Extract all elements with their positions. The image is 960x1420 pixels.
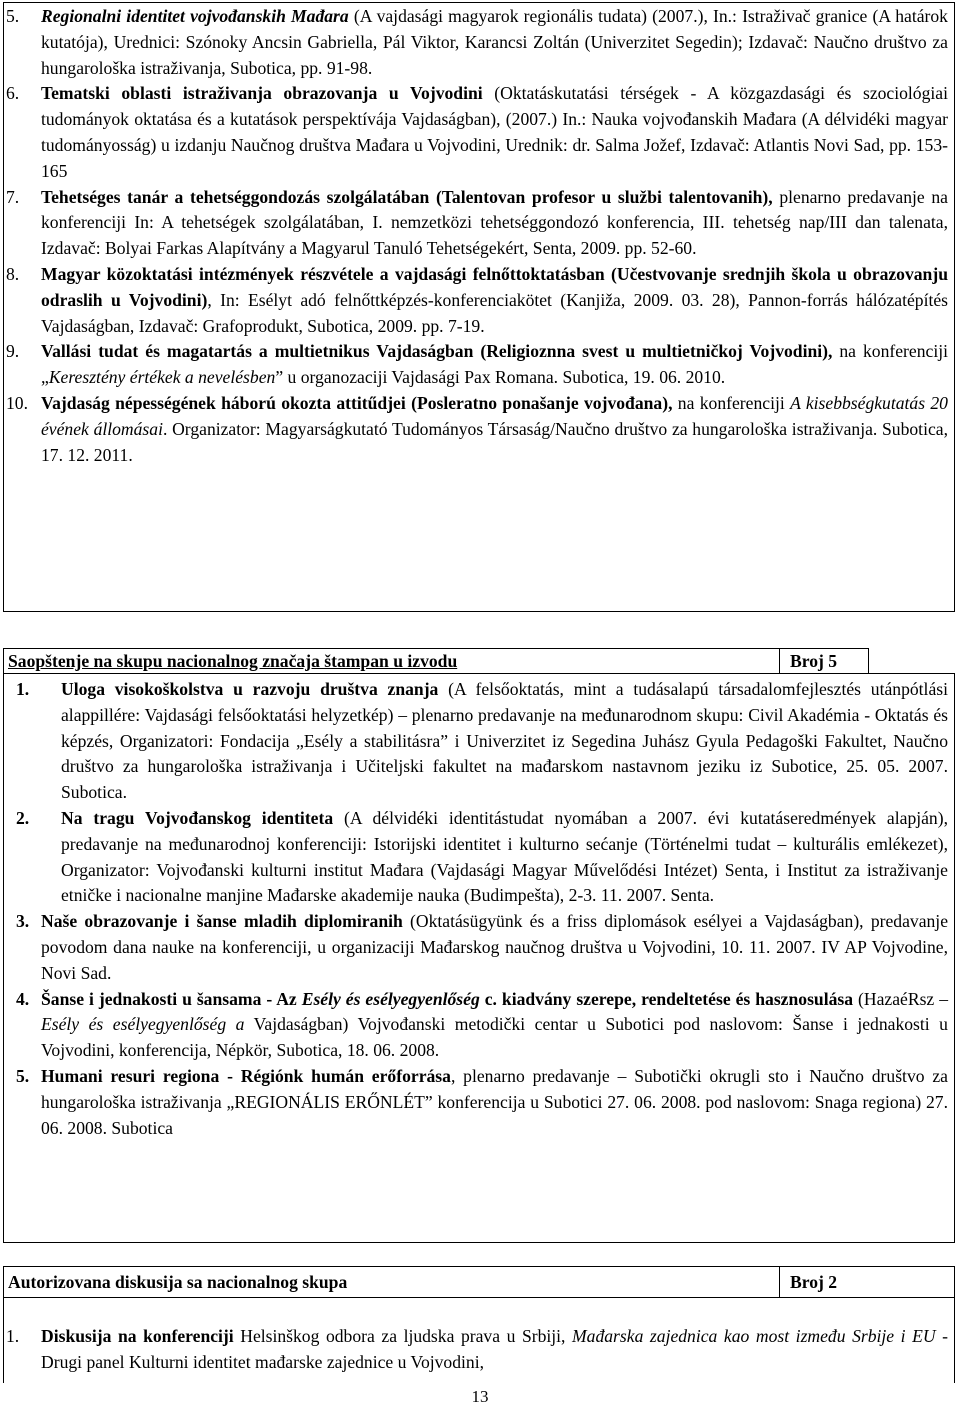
list-item: 6. Tematski oblasti istraživanja obrazovanja u Vojvodini (Oktatáskutatási térségek - A közgazdasági és szociológiai tudományok oktatása és a kutatások perspektívája Vajdaságban), (2007.) In.: Nauka vojvođanskih Mađara (A délvidéki magyar tudományosság) u izdanju Naučnog društva Mađara u Vojvodini, Urednik: dr. Salma Jožef, Izdavač: Atlantis Novi Sad, pp. 153-165 — [6, 83, 948, 181]
entry-title: Diskusija na konferenciji — [41, 1326, 234, 1346]
list-item: 1. Uloga visokoškolstva u razvoju društva znanja (A felsőoktatás, mint a tudásalapú társadalomfejlesztés utánpótlási alappillére: Vajdasági felsőoktatási helyzetkép) – plenarno predavanje na međunarodnom skupu: Civil Akadémia - Oktatás és képzés, Organizatori: Fondacija „Esély a stabilitásra” i Univerzitet iz Segedina Juhász Gyula Pedagoški Fakultet, Naučno društvo za hungarološka istraživanja i Učiteljski fakultet na mađarskom nastavnom jeziku iz Subotice, 25. 05. 2007. Subotica. — [16, 679, 948, 803]
list-item: 7. Tehetséges tanár a tehetséggondozás szolgálatában (Talentovan profesor u službi talentovanih), plenarno predavanje na konferenciji In: A tehetségek szolgálatában, I. nemzetközi tehetséggondozó konferencia, III. tehetség nap/III dan talenata, Izdavač: Bolyai Farkas Alapítvány a Magyarul Tanuló Tehetségekért, Senta, 2009. pp. 52-60. — [6, 186, 948, 259]
list-item: 3. Naše obrazovanje i šanse mladih diplomiranih (Oktatásügyünk és a friss diplomások esélyei a Vajdaságban), predavanje povodom dana nauke na konferenciji, u organizaciji Mađarskog naučnog društva u Vojvodini, 10. 11. 2007. IV AP Vojvodine, Novi Sad. — [16, 911, 949, 983]
top-bibliography-box — [3, 2, 955, 612]
entry-title: Na tragu Vojvođanskog identiteta — [61, 807, 334, 828]
entry-title: Vallási tudat és magatartás a multietnikus Vajdaságban (Religioznna svest u multietničkoj Vojvodini), — [41, 341, 833, 362]
list-item: 5. Regionalni identitet vojvođanskih Mađara (A vajdasági magyarok regionális tudata) (2007.), In.: Istraživač granice (A határok kutatója), Urednici: Szónoky Ancsin Gabriella, Pál Viktor, Karancsi Zoltán (Univerzitet Segedin); Izdavač: Naučno društvo za hungarološka istraživanja, Subotica, pp. 91-98. — [6, 6, 948, 78]
list-item: 10. Vajdaság népességének háború okozta attitűdjei (Posleratno ponašanje vojvođana), na konferenciji A kisebbségkutatás 20 évének állomásai. Organizator: Magyarságkutató Tudományos Társaság/Naučno društvo za hungarološka istraživanja. Subotica, 17. 12. 2011. — [6, 392, 948, 465]
entry-title: Humani resuri regiona - Régiónk humán erőforrása — [41, 1065, 451, 1086]
list-item: 4. Šanse i jednakosti u šansama - Az Esély és esélyegyenlőség c. kiadvány szerepe, rendeltetése és hasznosulása (HazaéRsz – Esély és esélyegyenlőség a Vajdaságban) Vojvođanski metodički centar u Subotici pod naslovom: Šanse i jednakosti u Vojvodini, konferencija, Népkör, Subotica, 18. 06. 2008. — [16, 988, 949, 1061]
list-item: 8. Magyar közoktatási intézmények részvétele a vajdasági felnőttoktatásban (Učestvovanje srednjih škola u obrazovanju odraslih u Vojvodini), In: Esélyt adó felnőttképzés-konferenciakötet (Kanjiža, 2009. 03. 28), Pannon-forrás hálózatépítés Vajdaságban, Izdavač: Grafoprodukt, Subotica, 2009. pp. 7-19. — [6, 263, 948, 336]
list-item: 9. Vallási tudat és magatartás a multietnikus Vajdaságban (Religioznna svest u multietničkoj Vojvodini), na konferenciji „Keresztény értékek a nevelésben” u organozaciji Vajdasági Pax Romana. Subotica, 19. 06. 2010. — [6, 341, 948, 388]
count-badge: Broj 2 — [779, 1266, 955, 1298]
list-item: 5. Humani resuri regiona - Régiónk humán erőforrása, plenarno predavanje – Subotički okrugli sto i Naučno društvo za hungarološka istraživanja „REGIONÁLIS ERŐNLÉT” konferencija u Subotici 27. 06. 2008. pod naslovom: Snaga regiona) 27. 06. 2008. Subotica — [16, 1065, 948, 1138]
entry-title: Šanse i jednakosti u šansama - Az Esély és esélyegyenlőség c. kiadvány szerepe, rendeltetése és hasznosulása — [41, 988, 854, 1009]
section-heading: Autorizovana diskusija sa nacionalnog skupa — [3, 1266, 780, 1298]
entry-title: Magyar közoktatási intézmények részvétele a vajdasági felnőttoktatásban (Učestvovanje srednjih škola u obrazovanju odraslih u Vojvodini) — [41, 263, 948, 310]
entry-title: Tematski oblasti istraživanja obrazovanja u Vojvodini — [41, 83, 483, 104]
entry-title: Vajdaság népességének háború okozta attitűdjei (Posleratno ponašanje vojvođana), — [41, 392, 673, 413]
entry-title: Tehetséges tanár a tehetséggondozás szolgálatában (Talentovan profesor u službi talentovanih), — [41, 186, 773, 207]
middle-bibliography-box — [3, 673, 955, 1243]
section-heading: Saopštenje na skupu nacionalnog značaja štampan u izvodu — [3, 648, 780, 674]
bottom-bibliography-box — [3, 1297, 955, 1383]
count-badge: Broj 5 — [779, 648, 869, 674]
page-number: 13 — [471, 1387, 489, 1406]
list-item: 1. Diskusija na konferenciji Helsinškog odbora za ljudska prava u Srbiji, Mađarska zajednica kao most između Srbije i EU - Drugi panel Kulturni identitet mađarske zajednice u Vojvodini, — [6, 1326, 948, 1372]
list-item: 2. Na tragu Vojvođanskog identiteta (A délvidéki identitástudat nyomában a 2007. évi kutatáseredmények alapján), predavanje na međunarodnoj konferenciji: Istorijski identitet i kulturno sećanje (Történelmi tudat – kulturális emlékezet), Organizator: Vojvođanski kulturni institut Mađara (Vajdasági Magyar Művelődési Intézet) Senta, i Institut za istraživanje etničke i nacionalne manjine Mađarske akademije nauka (Budimpešta), 2-3. 11. 2007. Senta. — [16, 807, 948, 906]
entry-title: Uloga visokoškolstva u razvoju društva znanja — [61, 679, 439, 699]
entry-title: Naše obrazovanje i šanse mladih diplomiranih — [41, 911, 403, 932]
entry-title: Regionalni identitet vojvođanskih Mađara — [41, 6, 349, 26]
